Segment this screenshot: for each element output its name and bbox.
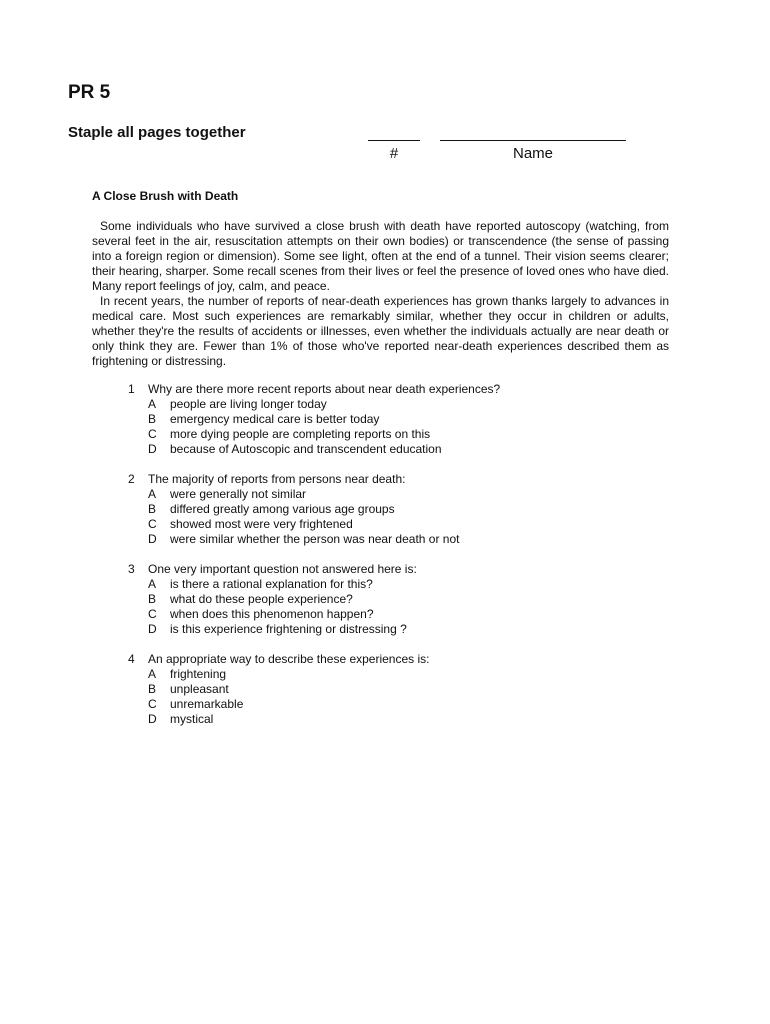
- number-field-label: #: [389, 145, 399, 162]
- option-letter: C: [148, 427, 157, 441]
- answer-option: [128, 592, 688, 607]
- option-letter: B: [148, 592, 157, 606]
- question-text: Why are there more recent reports about near death experiences?: [148, 382, 501, 396]
- option-letter: B: [148, 502, 157, 516]
- option-text: is this experience frightening or distressing ?: [170, 622, 407, 636]
- article-passage: [92, 219, 669, 369]
- answer-option: [128, 667, 688, 682]
- option-letter: C: [148, 517, 157, 531]
- answer-option: [128, 577, 688, 592]
- answer-option: [128, 622, 688, 637]
- question-stem: [128, 652, 688, 667]
- answer-option: [128, 697, 688, 712]
- option-text: were similar whether the person was near death or not: [170, 532, 460, 546]
- question-stem: [128, 382, 688, 397]
- document-code: PR 5: [68, 82, 111, 103]
- article-title: A Close Brush with Death: [92, 189, 239, 203]
- name-field[interactable]: [440, 124, 626, 162]
- option-text: unremarkable: [170, 697, 244, 711]
- answer-option: [128, 487, 688, 502]
- question-item: [128, 472, 688, 547]
- question-list: [128, 382, 688, 742]
- answer-option: [128, 397, 688, 412]
- name-blank-line[interactable]: [440, 124, 626, 141]
- option-text: what do these people experience?: [170, 592, 353, 606]
- answer-option: [128, 412, 688, 427]
- answer-option: [128, 712, 688, 727]
- option-letter: A: [148, 487, 157, 501]
- option-text: people are living longer today: [170, 397, 327, 411]
- answer-option: [128, 517, 688, 532]
- number-field[interactable]: [368, 124, 420, 162]
- question-text: An appropriate way to describe these experiences is:: [148, 652, 430, 666]
- answer-option: [128, 532, 688, 547]
- answer-option: [128, 682, 688, 697]
- option-text: frightening: [170, 667, 227, 681]
- question-stem: [128, 472, 688, 487]
- option-text: were generally not similar: [170, 487, 307, 501]
- answer-option: [128, 427, 688, 442]
- question-number: 2: [128, 472, 135, 486]
- option-letter: C: [148, 607, 157, 621]
- option-letter: D: [148, 622, 157, 636]
- option-text: more dying people are completing reports on this: [170, 427, 431, 441]
- answer-option: [128, 502, 688, 517]
- option-letter: B: [148, 682, 157, 696]
- option-text: showed most were very frightened: [170, 517, 353, 531]
- option-letter: D: [148, 442, 157, 456]
- question-item: [128, 562, 688, 637]
- staple-instruction: Staple all pages together: [68, 124, 246, 141]
- option-text: unpleasant: [170, 682, 229, 696]
- passage-paragraph: Some individuals who have survived a close brush with death have reported autoscopy (watching, from several feet in the air, resuscitation attempts on their own bodies) or transcendence (the sense of passing into a foreign region or dimension). Some see light, often at the end of a tunnel. Their vision seems clearer; their hearing, sharper. Some recall scenes from their lives or feel the presence of loved ones who have died. Many report feelings of joy, calm, and peace.: [92, 219, 669, 293]
- answer-option: [128, 442, 688, 457]
- option-text: when does this phenomenon happen?: [170, 607, 374, 621]
- option-letter: A: [148, 667, 157, 681]
- option-letter: D: [148, 532, 157, 546]
- question-text: One very important question not answered here is:: [148, 562, 417, 576]
- option-text: is there a rational explanation for this?: [170, 577, 373, 591]
- option-text: because of Autoscopic and transcendent education: [170, 442, 442, 456]
- question-number: 1: [128, 382, 135, 396]
- passage-paragraph: In recent years, the number of reports of near-death experiences has grown thanks largely to advances in medical care. Most such experiences are remarkably similar, whether they occur in children or adults, whether they're the results of accidents or illnesses, even whether the individuals actually are near death or only think they are. Fewer than 1% of those who've reported near-death experiences described them as frightening or distressing.: [92, 294, 669, 368]
- question-number: 3: [128, 562, 135, 576]
- option-letter: A: [148, 577, 157, 591]
- question-text: The majority of reports from persons near death:: [148, 472, 406, 486]
- option-letter: A: [148, 397, 157, 411]
- option-text: differed greatly among various age groups: [170, 502, 395, 516]
- number-blank-line[interactable]: [368, 124, 420, 141]
- question-number: 4: [128, 652, 135, 666]
- name-field-label: Name: [512, 145, 553, 162]
- option-text: emergency medical care is better today: [170, 412, 380, 426]
- option-text: mystical: [170, 712, 214, 726]
- question-item: [128, 382, 688, 457]
- question-stem: [128, 562, 688, 577]
- option-letter: B: [148, 412, 157, 426]
- answer-option: [128, 607, 688, 622]
- option-letter: D: [148, 712, 157, 726]
- question-item: [128, 652, 688, 727]
- option-letter: C: [148, 697, 157, 711]
